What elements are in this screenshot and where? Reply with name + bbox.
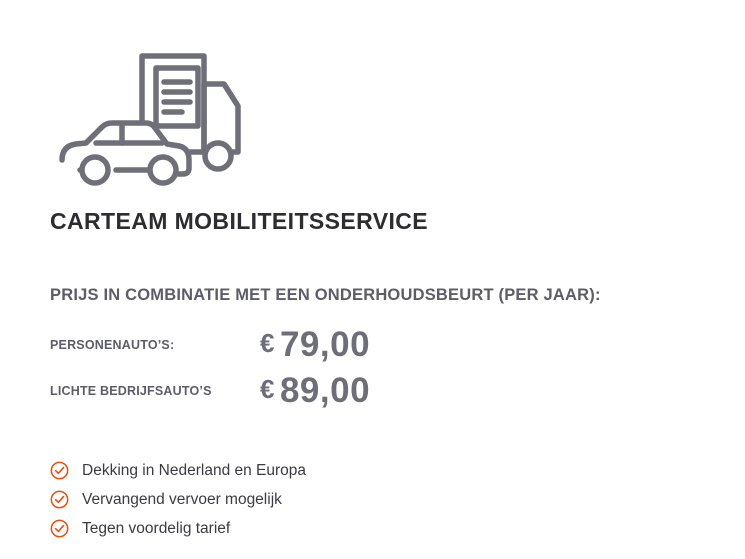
- page-title: CARTEAM MOBILITEITSSERVICE: [50, 208, 428, 234]
- pricing-row-amount-value: 79,00: [279, 325, 371, 364]
- list-item-label: Tegen voordelig tarief: [82, 519, 231, 537]
- pricing-row-label: LICHTE BEDRIJFSAUTO’S: [50, 384, 212, 398]
- pricing-rows: [50, 322, 690, 414]
- pricing-row: [50, 322, 690, 368]
- euro-symbol: €: [260, 374, 275, 404]
- check-circle-icon: [50, 519, 69, 538]
- list-item-label: Dekking in Nederland en Europa: [82, 461, 307, 479]
- euro-symbol: €: [260, 328, 275, 358]
- pricing-row-amount-value: 89,00: [279, 371, 371, 410]
- check-circle-icon: [50, 490, 69, 509]
- list-item-label: Vervangend vervoer mogelijk: [82, 490, 282, 508]
- pricing-row-label: PERSONENAUTO’S:: [50, 338, 175, 352]
- car-and-truck-illustration: [50, 32, 250, 192]
- pricing-row-amount: [260, 371, 370, 411]
- pricing-row: [50, 368, 690, 414]
- feature-list: [50, 456, 690, 543]
- list-item: [50, 456, 690, 485]
- pricing-heading: PRIJS IN COMBINATIE MET EEN ONDERHOUDSBEURT (PER JAAR):: [50, 286, 601, 304]
- list-item: [50, 485, 690, 514]
- pricing-row-amount: [260, 325, 370, 365]
- check-circle-icon: [50, 461, 69, 480]
- list-item: [50, 514, 690, 543]
